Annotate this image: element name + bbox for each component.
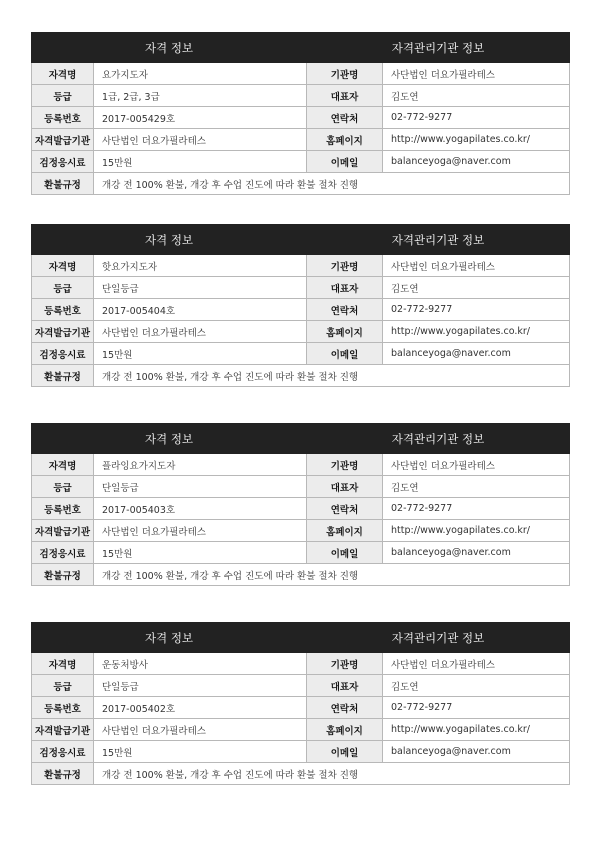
email-label: 이메일 bbox=[307, 151, 383, 173]
table-row bbox=[32, 675, 570, 697]
org-name-value: 사단법인 더요가필라테스 bbox=[383, 454, 570, 476]
email-label: 이메일 bbox=[307, 343, 383, 365]
phone-value: 02-772-9277 bbox=[383, 697, 570, 719]
cert-info-header: 자격 정보 bbox=[32, 33, 307, 63]
table-row bbox=[32, 763, 570, 785]
table-row bbox=[32, 299, 570, 321]
reg-no-label: 등록번호 bbox=[32, 107, 94, 129]
cert-name-value: 요가지도자 bbox=[94, 63, 307, 85]
email-link[interactable]: balanceyoga@naver.com bbox=[383, 151, 570, 173]
table-row bbox=[32, 173, 570, 195]
phone-value: 02-772-9277 bbox=[383, 107, 570, 129]
refund-label: 환불규정 bbox=[32, 564, 94, 586]
table-row bbox=[32, 343, 570, 365]
issuer-label: 자격발급기관 bbox=[32, 129, 94, 151]
exam-fee-label: 검정응시료 bbox=[32, 151, 94, 173]
homepage-link[interactable]: http://www.yogapilates.co.kr/ bbox=[383, 719, 570, 741]
phone-label: 연락처 bbox=[307, 107, 383, 129]
email-label: 이메일 bbox=[307, 741, 383, 763]
email-link[interactable]: balanceyoga@naver.com bbox=[383, 741, 570, 763]
grade-value: 단일등급 bbox=[94, 277, 307, 299]
table-row bbox=[32, 719, 570, 741]
homepage-label: 홈페이지 bbox=[307, 719, 383, 741]
certificate-table-4 bbox=[31, 622, 570, 785]
table-row bbox=[32, 498, 570, 520]
table-row bbox=[32, 63, 570, 85]
table-row bbox=[32, 476, 570, 498]
table-row bbox=[32, 454, 570, 476]
exam-fee-value: 15만원 bbox=[94, 741, 307, 763]
homepage-link[interactable]: http://www.yogapilates.co.kr/ bbox=[383, 321, 570, 343]
refund-value: 개강 전 100% 환불, 개강 후 수업 진도에 따라 환불 절차 진행 bbox=[94, 763, 570, 785]
cert-name-label: 자격명 bbox=[32, 255, 94, 277]
reg-no-label: 등록번호 bbox=[32, 299, 94, 321]
certificate-table-1 bbox=[31, 32, 570, 195]
org-name-label: 기관명 bbox=[307, 454, 383, 476]
phone-value: 02-772-9277 bbox=[383, 498, 570, 520]
table-row bbox=[32, 85, 570, 107]
table-row bbox=[32, 151, 570, 173]
phone-label: 연락처 bbox=[307, 498, 383, 520]
exam-fee-label: 검정응시료 bbox=[32, 343, 94, 365]
org-name-value: 사단법인 더요가필라테스 bbox=[383, 653, 570, 675]
grade-value: 단일등급 bbox=[94, 476, 307, 498]
reg-no-value: 2017-005403호 bbox=[94, 498, 307, 520]
table-row bbox=[32, 653, 570, 675]
issuer-label: 자격발급기관 bbox=[32, 520, 94, 542]
grade-label: 등급 bbox=[32, 476, 94, 498]
table-row bbox=[32, 542, 570, 564]
cert-name-label: 자격명 bbox=[32, 653, 94, 675]
reg-no-value: 2017-005404호 bbox=[94, 299, 307, 321]
email-link[interactable]: balanceyoga@naver.com bbox=[383, 343, 570, 365]
grade-label: 등급 bbox=[32, 675, 94, 697]
exam-fee-value: 15만원 bbox=[94, 151, 307, 173]
refund-value: 개강 전 100% 환불, 개강 후 수업 진도에 따라 환불 절차 진행 bbox=[94, 365, 570, 387]
exam-fee-label: 검정응시료 bbox=[32, 542, 94, 564]
table-row bbox=[32, 564, 570, 586]
email-link[interactable]: balanceyoga@naver.com bbox=[383, 542, 570, 564]
refund-value: 개강 전 100% 환불, 개강 후 수업 진도에 따라 환불 절차 진행 bbox=[94, 173, 570, 195]
table-row bbox=[32, 255, 570, 277]
phone-label: 연락처 bbox=[307, 697, 383, 719]
ceo-label: 대표자 bbox=[307, 675, 383, 697]
org-info-header: 자격관리기관 정보 bbox=[307, 623, 570, 653]
table-row bbox=[32, 741, 570, 763]
cert-name-label: 자격명 bbox=[32, 63, 94, 85]
phone-label: 연락처 bbox=[307, 299, 383, 321]
grade-value: 단일등급 bbox=[94, 675, 307, 697]
issuer-value: 사단법인 더요가필라테스 bbox=[94, 520, 307, 542]
certificate-table-2 bbox=[31, 224, 570, 387]
cert-name-value: 플라잉요가지도자 bbox=[94, 454, 307, 476]
org-info-header: 자격관리기관 정보 bbox=[307, 33, 570, 63]
refund-label: 환불규정 bbox=[32, 173, 94, 195]
ceo-label: 대표자 bbox=[307, 277, 383, 299]
org-name-value: 사단법인 더요가필라테스 bbox=[383, 255, 570, 277]
org-info-header: 자격관리기관 정보 bbox=[307, 424, 570, 454]
issuer-value: 사단법인 더요가필라테스 bbox=[94, 129, 307, 151]
grade-value: 1급, 2급, 3급 bbox=[94, 85, 307, 107]
org-info-header: 자격관리기관 정보 bbox=[307, 225, 570, 255]
issuer-value: 사단법인 더요가필라테스 bbox=[94, 719, 307, 741]
table-header bbox=[32, 424, 570, 454]
cert-name-value: 운동처방사 bbox=[94, 653, 307, 675]
ceo-value: 김도연 bbox=[383, 277, 570, 299]
table-row bbox=[32, 277, 570, 299]
cert-info-header: 자격 정보 bbox=[32, 623, 307, 653]
grade-label: 등급 bbox=[32, 85, 94, 107]
phone-value: 02-772-9277 bbox=[383, 299, 570, 321]
homepage-label: 홈페이지 bbox=[307, 520, 383, 542]
table-row bbox=[32, 697, 570, 719]
homepage-label: 홈페이지 bbox=[307, 129, 383, 151]
ceo-value: 김도연 bbox=[383, 476, 570, 498]
ceo-label: 대표자 bbox=[307, 85, 383, 107]
homepage-link[interactable]: http://www.yogapilates.co.kr/ bbox=[383, 520, 570, 542]
exam-fee-label: 검정응시료 bbox=[32, 741, 94, 763]
reg-no-value: 2017-005402호 bbox=[94, 697, 307, 719]
cert-name-label: 자격명 bbox=[32, 454, 94, 476]
org-name-label: 기관명 bbox=[307, 255, 383, 277]
cert-info-header: 자격 정보 bbox=[32, 225, 307, 255]
table-row bbox=[32, 321, 570, 343]
issuer-label: 자격발급기관 bbox=[32, 719, 94, 741]
refund-value: 개강 전 100% 환불, 개강 후 수업 진도에 따라 환불 절차 진행 bbox=[94, 564, 570, 586]
ceo-value: 김도연 bbox=[383, 675, 570, 697]
table-row bbox=[32, 129, 570, 151]
email-label: 이메일 bbox=[307, 542, 383, 564]
table-row bbox=[32, 520, 570, 542]
org-name-label: 기관명 bbox=[307, 653, 383, 675]
issuer-label: 자격발급기관 bbox=[32, 321, 94, 343]
homepage-link[interactable]: http://www.yogapilates.co.kr/ bbox=[383, 129, 570, 151]
cert-info-header: 자격 정보 bbox=[32, 424, 307, 454]
table-row bbox=[32, 365, 570, 387]
reg-no-value: 2017-005429호 bbox=[94, 107, 307, 129]
ceo-label: 대표자 bbox=[307, 476, 383, 498]
org-name-value: 사단법인 더요가필라테스 bbox=[383, 63, 570, 85]
grade-label: 등급 bbox=[32, 277, 94, 299]
issuer-value: 사단법인 더요가필라테스 bbox=[94, 321, 307, 343]
exam-fee-value: 15만원 bbox=[94, 542, 307, 564]
refund-label: 환불규정 bbox=[32, 365, 94, 387]
ceo-value: 김도연 bbox=[383, 85, 570, 107]
org-name-label: 기관명 bbox=[307, 63, 383, 85]
table-header bbox=[32, 225, 570, 255]
cert-name-value: 핫요가지도자 bbox=[94, 255, 307, 277]
table-header bbox=[32, 623, 570, 653]
table-header bbox=[32, 33, 570, 63]
exam-fee-value: 15만원 bbox=[94, 343, 307, 365]
reg-no-label: 등록번호 bbox=[32, 498, 94, 520]
table-row bbox=[32, 107, 570, 129]
refund-label: 환불규정 bbox=[32, 763, 94, 785]
homepage-label: 홈페이지 bbox=[307, 321, 383, 343]
certificate-table-3 bbox=[31, 423, 570, 586]
reg-no-label: 등록번호 bbox=[32, 697, 94, 719]
